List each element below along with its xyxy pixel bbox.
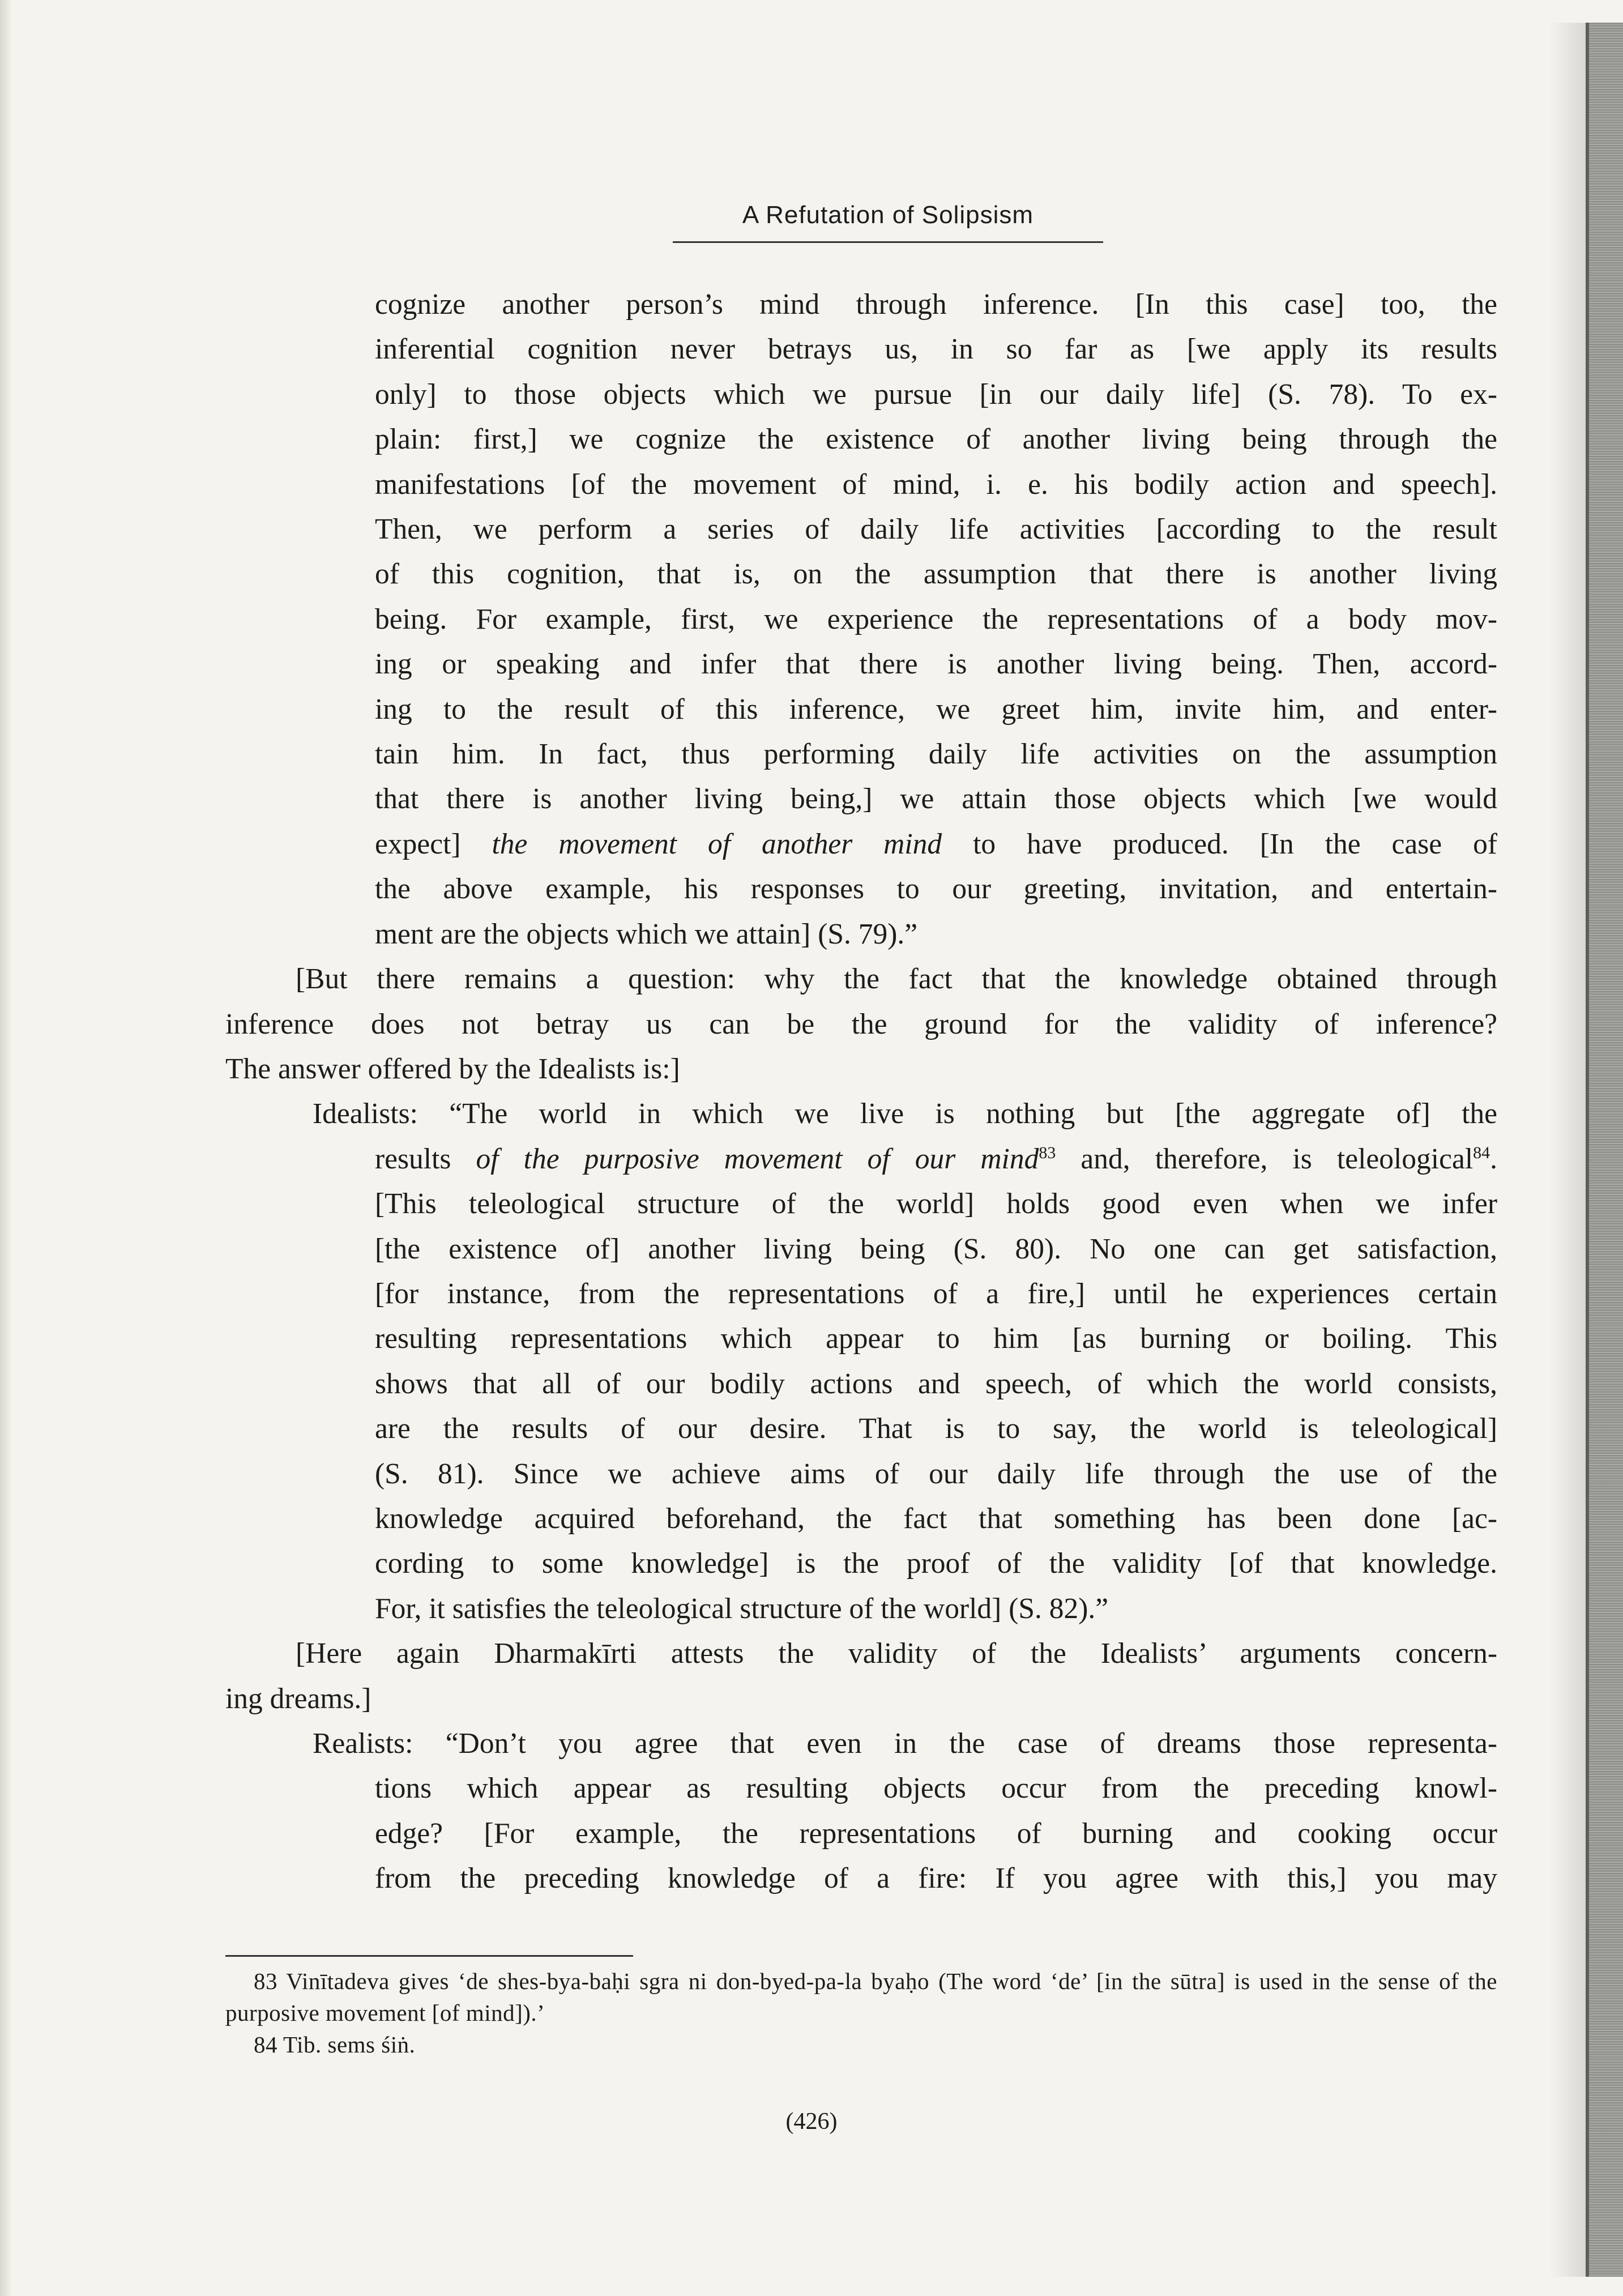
text-line: are the results of our desire. That is to say, the world is teleological] [375,1412,1497,1445]
text-line: edge? [For example, the representations of burning and cooking occur [375,1817,1497,1850]
footnotes [225,1965,1497,2060]
text-line: cognize another person’s mind through inference. [In this case] too, the [375,288,1497,321]
text-line: (S. 81). Since we achieve aims of our daily life through the use of the [375,1457,1497,1490]
text-line: ment are the objects which we attain] (S. 79).” [375,917,918,950]
text-line: inference does not betray us can be the ground for the validity of inference? [225,1008,1497,1040]
quote-block-1 [225,282,1497,957]
footnote-ref-83: 83 [1039,1143,1056,1162]
text-line: from the preceding knowledge of a fire: If you agree with this,] you may [375,1862,1497,1895]
paragraph-question [225,957,1497,1091]
text-line: Idealists: “The world in which we live is nothing but [the aggregate of] the [313,1098,1497,1130]
text-line: The answer offered by the Idealists is:] [225,1052,680,1085]
text-line: For, it satisfies the teleological structure of the world] (S. 82).” [375,1592,1109,1625]
text-line: plain: first,] we cognize the existence of another living being through the [375,423,1497,456]
text-line: ing dreams.] [225,1682,371,1715]
idealists-speech [225,1091,1497,1631]
text-line: shows that all of our bodily actions and speech, of which the world consists, [375,1367,1497,1400]
text-line: being. For example, first, we experience the representations of a body mov- [375,603,1497,635]
text-line: that there is another living being,] we attain those objects which [we would [375,783,1497,816]
text-line: the above example, his responses to our greeting, invitation, and entertain- [375,873,1497,906]
text-line: ing or speaking and infer that there is another living being. Then, accord- [375,648,1497,681]
text-line: [the existence of] another living being (S. 80). No one can get satisfaction, [375,1232,1497,1265]
text-line: cording to some knowledge] is the proof of the validity [of that knowledge. [375,1547,1497,1580]
footnote-83: 83 Vinītadeva gives ‘de shes-bya-baḥi sgra ni don-byed-pa-la byaḥo (The word ‘de’ [in the sūtra] is used in the sense of the purposive movement [of mind]).’ [225,1968,1497,2026]
text-line: resulting representations which appear to him [as burning or boiling. This [375,1322,1497,1355]
text-line: inferential cognition never betrays us, in so far as [we apply its results [375,333,1497,366]
footnote-rule [225,1955,633,1957]
body-text [225,282,1497,1901]
text-line: of this cognition, that is, on the assumption that there is another living [375,558,1497,591]
text-line: tain him. In fact, thus performing daily life activities on the assumption [375,738,1497,771]
text-line: knowledge acquired beforehand, the fact that something has been done [ac- [375,1502,1497,1535]
text-line: ing to the result of this inference, we greet him, invite him, and enter- [375,693,1497,725]
text-line: results of the purposive movement of our mind$^{83}$ and, therefore, is teleological$^{84}$. [375,1142,1497,1175]
text-line: [This teleological structure of the world] holds good even when we infer [375,1188,1497,1220]
running-head-rule [673,241,1103,243]
realists-speech [225,1721,1497,1901]
footnote-84: 84 Tib. sems śiṅ. [254,2032,416,2058]
paragraph-dharmakirti [225,1631,1497,1721]
text-line: expect] the movement of another mind to have produced. [In the case of [375,827,1497,860]
text-line: Realists: “Don’t you agree that even in the case of dreams those representa- [313,1727,1497,1760]
text-line: Then, we perform a series of daily life activities [according to the result [375,513,1497,546]
text-line: tions which appear as resulting objects occur from the preceding knowl- [375,1772,1497,1805]
italic-phrase: of the purposive movement of our mind [476,1142,1039,1175]
text-line: [But there remains a question: why the fact that the knowledge obtained through [296,963,1497,996]
text-line: manifestations [of the movement of mind, i. e. his bodily action and speech]. [375,468,1497,501]
running-head: A Refutation of Solipsism [742,201,1034,229]
text-line: [Here again Dharmakīrti attests the validity of the Idealists’ arguments concern- [296,1637,1497,1670]
text-line: only] to those objects which we pursue [in our daily life] (S. 78). To ex- [375,378,1497,411]
footnote-ref-84: 84 [1473,1143,1490,1162]
text-line: [for instance, from the representations of a fire,] until he experiences certain [375,1277,1497,1310]
page-number: (426) [785,2109,838,2135]
italic-phrase: the movement of another mind [492,827,942,860]
